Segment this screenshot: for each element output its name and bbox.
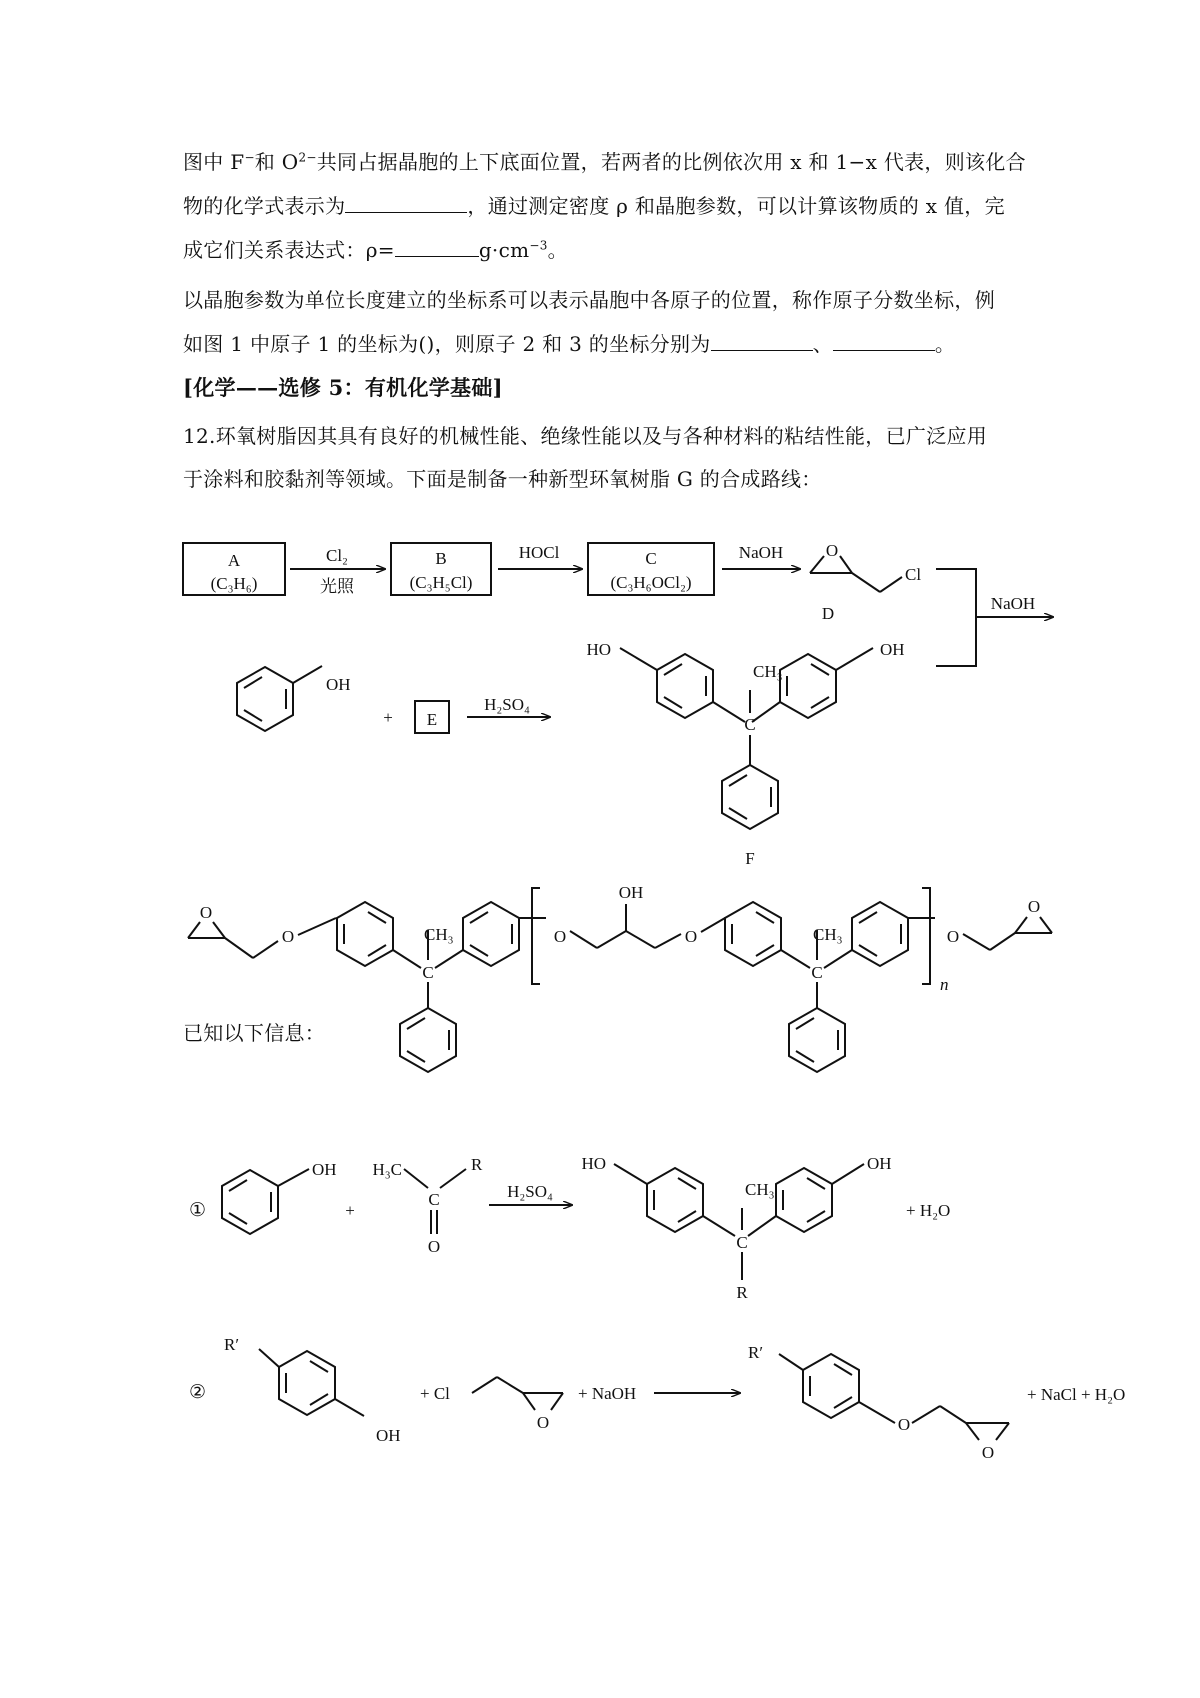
k2-product-ether-O: O (897, 1415, 911, 1434)
k2-epoxide-O: O (536, 1413, 550, 1432)
condition-light: 光照 (320, 577, 354, 596)
plus-sign: + (383, 708, 393, 727)
text: 。 (547, 238, 568, 262)
question-line1: 12.环氧树脂因其具有良好的机械性能、绝缘性能以及与各种材料的粘结性能，已广泛应用 (183, 424, 988, 448)
k1-product-R: R (736, 1283, 748, 1302)
k1-product-OH: OH (867, 1154, 892, 1173)
superscript: −3 (529, 238, 548, 253)
G-CH3-1: CH₃ (424, 925, 454, 944)
phenol-ring (237, 666, 322, 731)
G-repeat-n: n (940, 975, 949, 994)
chlorine-D: Cl (905, 565, 922, 584)
G-ether-O-4: O (946, 927, 960, 946)
epoxide-O-D: O (825, 541, 839, 560)
G-ether-O-3: O (684, 927, 698, 946)
k2-product-Rprime: R′ (748, 1343, 764, 1362)
G-epoxide-O-right: O (1027, 897, 1041, 916)
label-A: A (227, 551, 241, 570)
G-C-1: C (422, 963, 434, 982)
known-intro: 已知以下信息： (183, 1021, 326, 1045)
k1-byproduct-water: + H₂O (906, 1201, 951, 1220)
formula-A: (C₃H₆) (210, 574, 258, 593)
epoxide-D (810, 556, 902, 592)
formula-B: (C₃H₅Cl) (409, 573, 473, 592)
k1-product-CH3: CH₃ (745, 1180, 775, 1199)
k1-carbonyl-O: O (427, 1237, 441, 1256)
k2-product-epoxide-O: O (981, 1443, 995, 1462)
G-epoxide-O-left: O (199, 903, 213, 922)
reagent-NaOH-1: NaOH (738, 543, 784, 562)
k1-carbonyl-C: C (428, 1190, 440, 1209)
phenol-OH: OH (326, 675, 351, 694)
k2-plus-Cl: + Cl (420, 1384, 450, 1403)
k1-H3C: H₃C (372, 1160, 402, 1179)
k1-R: R (471, 1155, 483, 1174)
formula-C: (C₃H₆OCl₂) (610, 573, 692, 592)
text: 如图 1 中原子 1 的坐标为()，则原子 2 和 3 的坐标分别为 (183, 332, 711, 356)
F-HO: HO (586, 640, 611, 659)
text: 成它们关系表达式：ρ= (183, 238, 395, 262)
k2-phenol-OH: OH (376, 1426, 401, 1445)
F-CH3: CH₃ (753, 662, 783, 681)
G-ether-O-2: O (553, 927, 567, 946)
bracket-D-F (936, 569, 976, 666)
text: 和 O (254, 150, 299, 174)
k2-plus-NaOH: + NaOH (578, 1384, 637, 1403)
k1-product-HO: HO (581, 1154, 606, 1173)
text: g·cm (478, 238, 530, 262)
molecule-F (620, 648, 873, 829)
text: 物的化学式表示为 (183, 194, 346, 218)
text: 图中 F (183, 150, 245, 174)
text: 共同占据晶胞的上下底面位置，若两者的比例依次用 x 和 1−x 代表，则该化合 (316, 150, 1026, 174)
superscript: 2− (298, 150, 317, 165)
superscript: − (244, 150, 255, 165)
k1-plus: + (345, 1201, 355, 1220)
F-OH: OH (880, 640, 905, 659)
k2-byproducts: + NaCl + H₂O (1027, 1385, 1126, 1404)
k2-Rprime: R′ (224, 1335, 240, 1354)
G-ether-O-1: O (281, 927, 295, 946)
para2-line1: 以晶胞参数为单位长度建立的坐标系可以表示晶胞中各原子的位置，称作原子分数坐标，例 (183, 288, 995, 312)
label-E: E (426, 710, 438, 729)
text: 、 (812, 332, 833, 356)
k1-reagent-H2SO4: H₂SO₄ (507, 1182, 553, 1201)
G-CH3-2: CH₃ (813, 925, 843, 944)
reagent-HOCl: HOCl (518, 543, 560, 562)
G-hydroxyl-OH: OH (618, 883, 644, 902)
marker-2: ② (189, 1382, 207, 1403)
question-line2: 于涂料和胶黏剂等领域。下面是制备一种新型环氧树脂 G 的合成路线： (183, 467, 822, 491)
section-heading: [化学——选修 5：有机化学基础] (183, 375, 503, 400)
reagent-Cl2: Cl₂ (326, 546, 348, 565)
label-B: B (435, 549, 447, 568)
reagent-H2SO4: H₂SO₄ (484, 695, 530, 714)
F-central-C: C (744, 715, 756, 734)
k1-phenol-OH: OH (312, 1160, 337, 1179)
k1-product-C: C (736, 1233, 748, 1252)
text: ，通过测定密度 ρ 和晶胞参数，可以计算该物质的 x 值，完 (467, 194, 1005, 218)
text: 。 (934, 332, 956, 356)
label-F: F (745, 849, 755, 868)
label-C: C (645, 549, 657, 568)
marker-1: ① (189, 1200, 207, 1221)
reagent-NaOH-2: NaOH (990, 594, 1036, 613)
label-D: D (821, 604, 835, 623)
G-C-2: C (811, 963, 823, 982)
polymer-G (188, 888, 1052, 1072)
